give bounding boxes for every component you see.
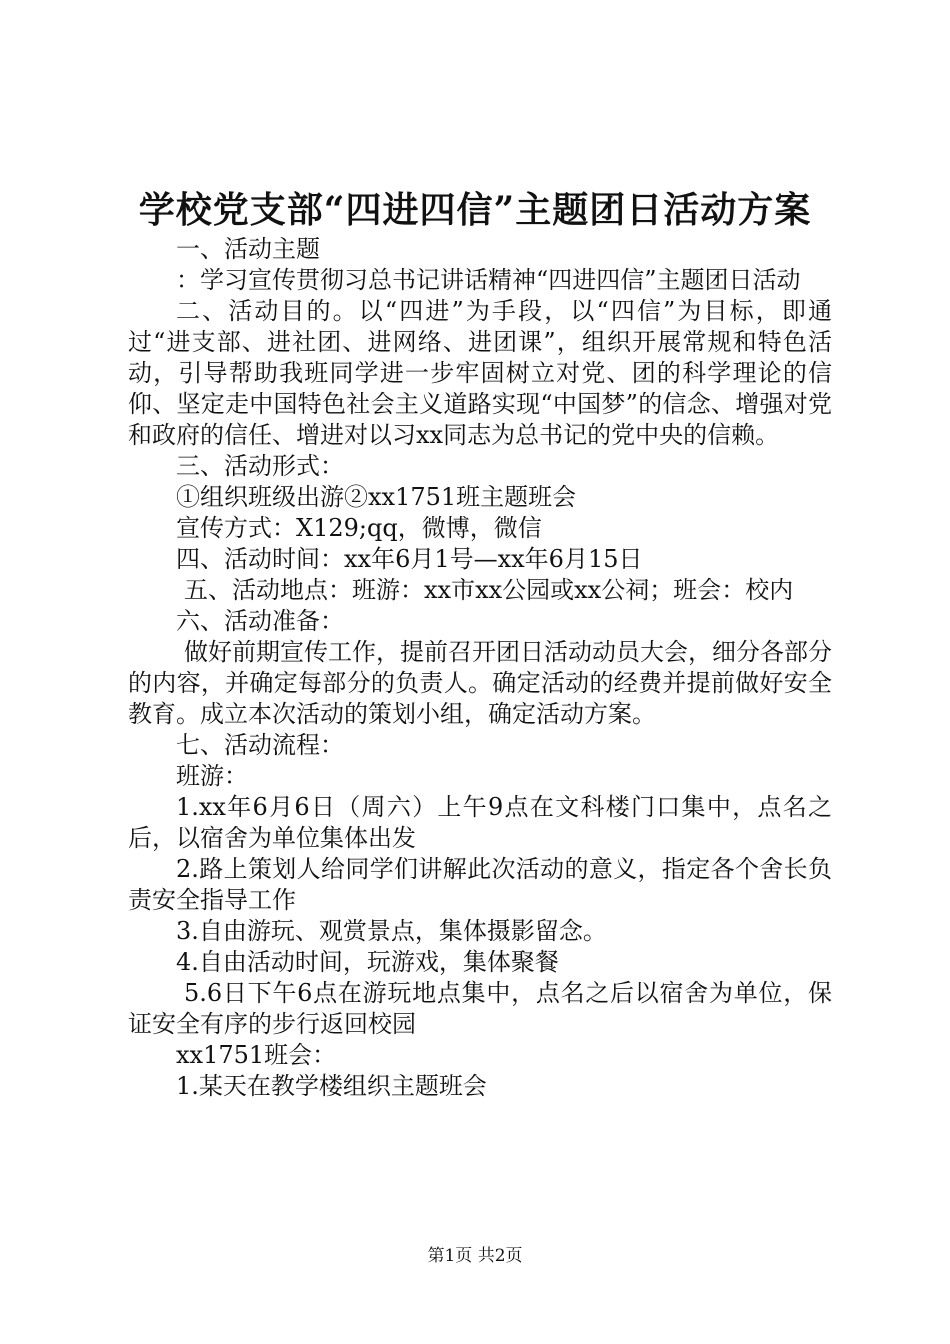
list-item-meeting-1: 1.某天在教学楼组织主题班会 bbox=[176, 1072, 487, 1100]
section-heading-process: 七、活动流程： bbox=[176, 731, 344, 759]
paragraph-promotion: 宣传方式：X129;qq，微博，微信 bbox=[176, 514, 542, 542]
section-heading-form: 三、活动形式： bbox=[176, 452, 344, 480]
list-item-trip-1: 1.xx年6月6日（周六）上午9点在文科楼门口集中，点名之后，以宿舍为单位集体出发 bbox=[128, 793, 832, 852]
paragraph-preparation: 做好前期宣传工作，提前召开团日活动动员大会，细分各部分的内容，并确定每部分的负责人。确定活动的经费并提前做好安全教育。成立本次活动的策划小组，确定活动方案。 bbox=[128, 638, 832, 728]
paragraph-purpose: 二、活动目的。以“四进”为手段，以“四信”为目标，即通过“进支部、进社团、进网络、进团课”，组织开展常规和特色活动，引导帮助我班同学进一步牢固树立对党、团的科学理论的信仰、坚定走中国特色社会主义道路实现“中国梦”的信念、增强对党和政府的信任、增进对以习xx同志为总书记的党中央的信赖。 bbox=[128, 297, 832, 449]
list-item-trip-2: 2.路上策划人给同学们讲解此次活动的意义，指定各个舍长负责安全指导工作 bbox=[128, 855, 832, 914]
paragraph-theme: ：学习宣传贯彻习总书记讲话精神“四进四信”主题团日活动 bbox=[176, 266, 801, 294]
subheading-class-trip: 班游： bbox=[176, 762, 248, 790]
section-heading-theme: 一、活动主题 bbox=[176, 235, 320, 263]
paragraph-form: ①组织班级出游②xx1751班主题班会 bbox=[176, 483, 577, 511]
page-footer: 第1页 共2页 bbox=[427, 1246, 523, 1266]
document-title: 学校党支部“四进四信”主题团日活动方案 bbox=[138, 189, 812, 231]
list-item-trip-5: 5.6日下午6点在游玩地点集中，点名之后以宿舍为单位，保证安全有序的步行返回校园 bbox=[128, 979, 832, 1038]
paragraph-time: 四、活动时间：xx年6月1号—xx年6月15日 bbox=[176, 545, 643, 573]
document-body bbox=[128, 234, 832, 1102]
section-heading-preparation: 六、活动准备： bbox=[176, 607, 344, 635]
list-item-trip-3: 3.自由游玩、观赏景点，集体摄影留念。 bbox=[176, 917, 607, 945]
list-item-trip-4: 4.自由活动时间，玩游戏，集体聚餐 bbox=[176, 948, 559, 976]
subheading-class-meeting: xx1751班会： bbox=[176, 1041, 337, 1069]
paragraph-location: 五、活动地点：班游：xx市xx公园或xx公祠；班会：校内 bbox=[184, 576, 794, 604]
